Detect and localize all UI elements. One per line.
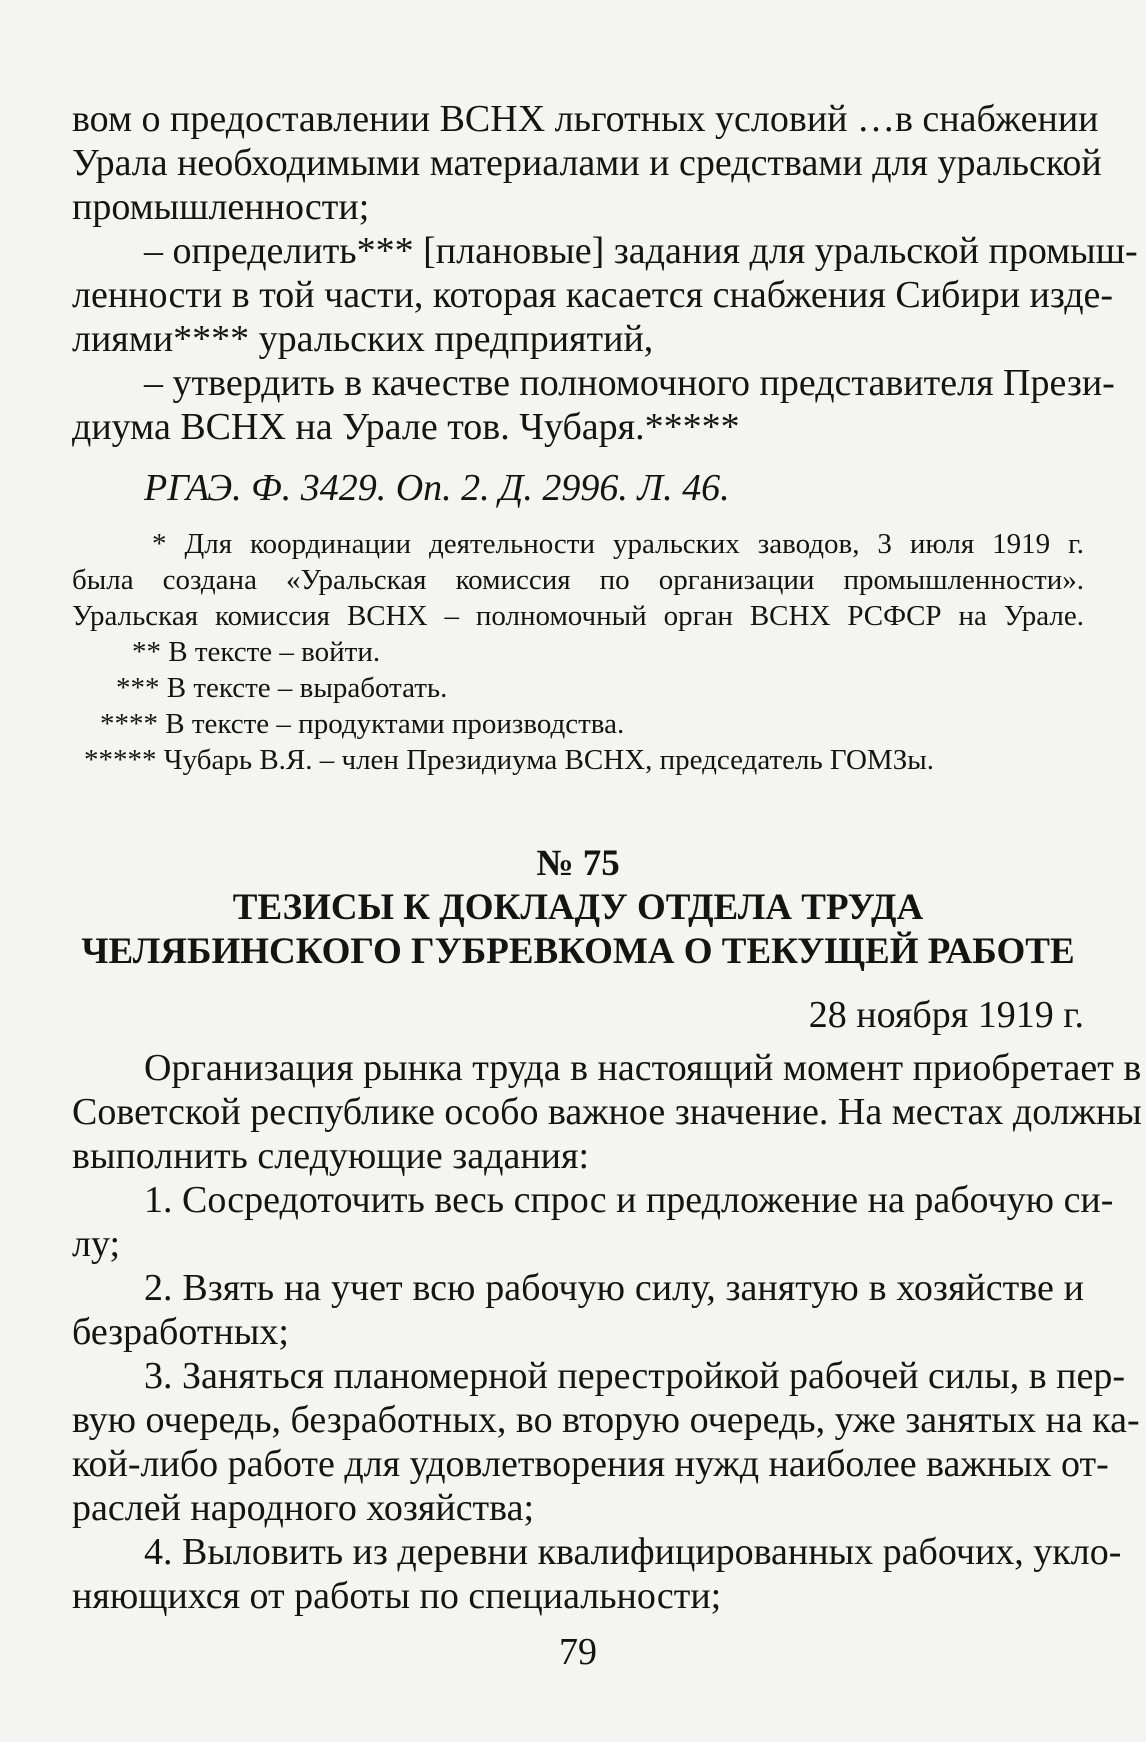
text-line: лиями**** уральских предприятий, — [72, 318, 654, 360]
text-line: – определить*** [плановые] задания для уральской промыш- — [144, 230, 1138, 272]
text-line: кой-либо работе для удовлетворения нужд наиболее важных от- — [72, 1443, 1109, 1485]
text-line: Организация рынка труда в настоящий момент приобретает в — [144, 1047, 1142, 1089]
footnote: *** В тексте – выработать. — [116, 672, 448, 704]
text-line: вую очередь, безработных, во вторую очередь, уже занятых на ка- — [72, 1399, 1140, 1441]
text-line: промышленности; — [72, 186, 370, 228]
footnote: * Для координации деятельности уральских заводов, 3 июля 1919 г. — [152, 528, 1084, 560]
footnote: **** В тексте – продуктами производства. — [100, 708, 625, 740]
text-line: вом о предоставлении ВСНХ льготных условий …в снабжении — [72, 98, 1099, 140]
text-line: 3. Заняться планомерной перестройкой рабочей силы, в пер- — [144, 1355, 1126, 1397]
text-line: ленности в той части, которая касается снабжения Сибири изде- — [72, 274, 1114, 316]
text-line: Урала необходимыми материалами и средствами для уральской — [72, 142, 1102, 184]
footnote: ***** Чубарь В.Я. – член Президиума ВСНХ, председатель ГОМЗы. — [84, 744, 934, 776]
text-line: лу; — [72, 1223, 121, 1265]
text-line: 2. Взять на учет всю рабочую силу, занятую в хозяйстве и — [144, 1267, 1084, 1309]
footnote: Уральская комиссия ВСНХ – полномочный орган ВСНХ РСФСР на Урале. — [72, 600, 1084, 632]
text-line: раслей народного хозяйства; — [72, 1487, 535, 1529]
text-line: 4. Выловить из деревни квалифицированных рабочих, укло- — [144, 1531, 1122, 1573]
footnote: ** В тексте – войти. — [132, 636, 381, 668]
document-date: 28 ноября 1919 г. — [808, 994, 1084, 1036]
text-line: Советской республике особо важное значение. На местах должны — [72, 1091, 1142, 1133]
text-line: безработных; — [72, 1311, 289, 1353]
document-title-line: ТЕЗИСЫ К ДОКЛАДУ ОТДЕЛА ТРУДА — [232, 887, 924, 928]
page-number: 79 — [559, 1631, 597, 1673]
text-line: диума ВСНХ на Урале тов. Чубаря.***** — [72, 406, 740, 448]
text-line: няющихся от работы по специальности; — [72, 1575, 722, 1617]
archive-source-reference: РГАЭ. Ф. 3429. Оп. 2. Д. 2996. Л. 46. — [144, 467, 730, 509]
text-line: – утвердить в качестве полномочного представителя Прези- — [144, 362, 1115, 404]
footnote: была создана «Уральская комиссия по организации промышленности». — [72, 564, 1084, 596]
text-line: выполнить следующие задания: — [72, 1135, 590, 1177]
document-title-line: ЧЕЛЯБИНСКОГО ГУБРЕВКОМА О ТЕКУЩЕЙ РАБОТЕ — [81, 931, 1075, 972]
document-number: № 75 — [536, 843, 620, 884]
text-line: 1. Сосредоточить весь спрос и предложение на рабочую си- — [144, 1179, 1114, 1221]
